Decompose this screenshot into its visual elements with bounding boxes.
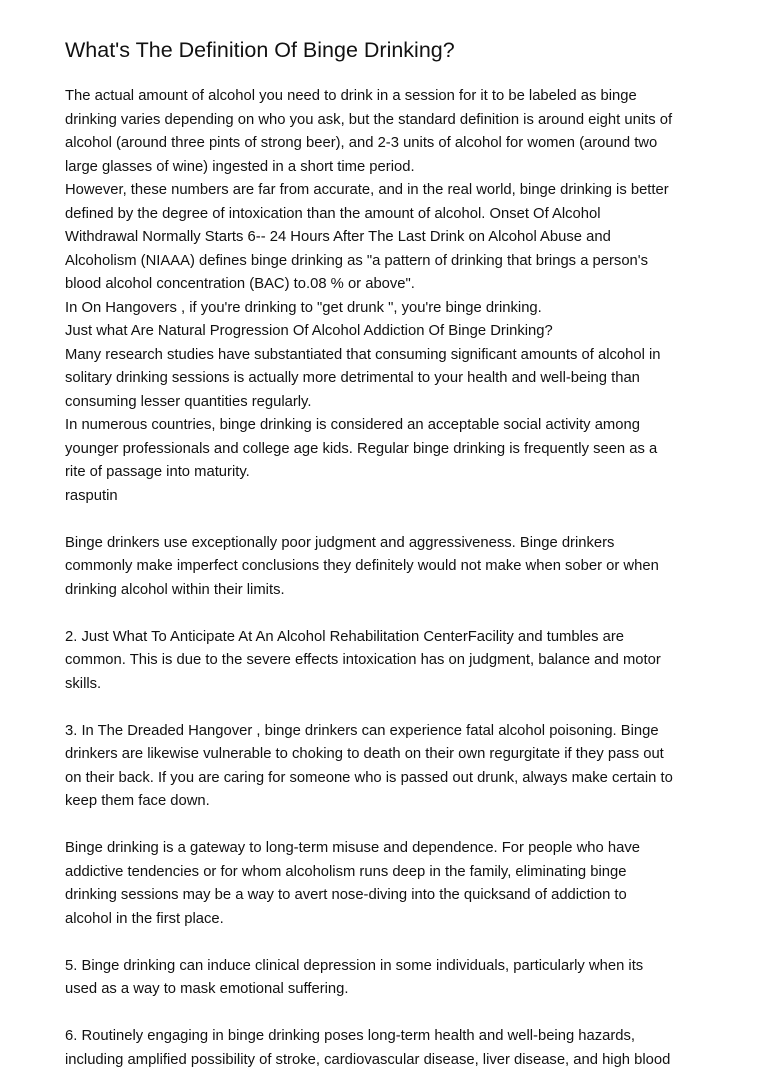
text-line: However, these numbers are far from accurate, and in the real world, binge drinking is better (65, 182, 669, 198)
text-line: Alcoholism (NIAAA) defines binge drinking as "a pattern of drinking that brings a person's (65, 252, 648, 269)
text-line: large glasses of wine) ingested in a short time period. (65, 158, 415, 175)
text-line: Binge drinking is a gateway to long-term misuse and dependence. For people who have (65, 840, 640, 856)
paragraph-point-2 (65, 626, 710, 697)
text-line: 2. Just What To Anticipate At An Alcohol Rehabilitation CenterFacility and tumbles are (65, 628, 625, 645)
text-line: common. This is due to the severe effects intoxication has on judgment, balance and motor (65, 652, 661, 668)
text-line: commonly make imperfect conclusions they definitely would not make when sober or when (65, 558, 659, 574)
text-line: In numerous countries, binge drinking is considered an acceptable social activity among (65, 417, 640, 433)
text-line: used as a way to mask emotional suffering. (65, 981, 349, 997)
text-line: Just what Are Natural Progression Of Alcohol Addiction Of Binge Drinking? (65, 323, 553, 339)
text-line: alcohol in the first place. (65, 910, 224, 927)
text-line: 3. In The Dreaded Hangover , binge drinkers can experience fatal alcohol poisoning. Binge (65, 722, 659, 739)
text-line: Withdrawal Normally Starts 6-- 24 Hours After The Last Drink on Alcohol Abuse and (65, 229, 611, 245)
paragraph-intro (65, 85, 710, 508)
text-line: rite of passage into maturity. (65, 464, 250, 480)
paragraph-point-5 (65, 955, 710, 1002)
page-title: What's The Definition Of Binge Drinking? (65, 38, 455, 62)
text-line: drinking varies depending on who you ask, but the standard definition is around eight units of (65, 111, 673, 128)
paragraph-gateway (65, 837, 710, 931)
text-line: The actual amount of alcohol you need to drink in a session for it to be labeled as binge (65, 88, 637, 104)
paragraph-point-3 (65, 720, 710, 814)
text-line: drinkers are likewise vulnerable to choking to death on their own regurgitate if they pass out (65, 746, 664, 762)
text-line: defined by the degree of intoxication than the amount of alcohol. Onset Of Alcohol (65, 205, 601, 222)
text-line: Many research studies have substantiated that consuming significant amounts of alcohol in (65, 346, 661, 363)
text-line: on their back. If you are caring for someone who is passed out drunk, always make certain to (65, 769, 673, 786)
text-line: 5. Binge drinking can induce clinical depression in some individuals, particularly when its (65, 957, 644, 974)
text-line: younger professionals and college age kids. Regular binge drinking is frequently seen as a (65, 440, 658, 457)
paragraph-judgment (65, 532, 710, 603)
text-line: including amplified possibility of stroke, cardiovascular disease, liver disease, and high blood (65, 1051, 671, 1068)
text-line: rasputin (65, 487, 118, 504)
text-line: addictive tendencies or for whom alcoholism runs deep in the family, eliminating binge (65, 863, 627, 880)
paragraph-point-6 (65, 1025, 710, 1072)
document-body (65, 36, 710, 1087)
text-line: keep them face down. (65, 793, 210, 809)
text-line: drinking sessions may be a way to avert nose-diving into the quicksand of addiction to (65, 887, 627, 903)
text-line: solitary drinking sessions is actually more detrimental to your health and well-being than (65, 370, 640, 386)
text-line: alcohol (around three pints of strong beer), and 2-3 units of alcohol for women (around two (65, 135, 658, 151)
text-line: drinking alcohol within their limits. (65, 581, 285, 598)
text-line: 6. Routinely engaging in binge drinking poses long-term health and well-being hazards, (65, 1028, 636, 1044)
text-line: Binge drinkers use exceptionally poor judgment and aggressiveness. Binge drinkers (65, 534, 615, 551)
text-line: skills. (65, 675, 102, 692)
text-line: In On Hangovers , if you're drinking to "get drunk ", you're binge drinking. (65, 299, 542, 316)
text-line: blood alcohol concentration (BAC) to.08 % or above". (65, 276, 415, 292)
text-line: consuming lesser quantities regularly. (65, 393, 312, 410)
